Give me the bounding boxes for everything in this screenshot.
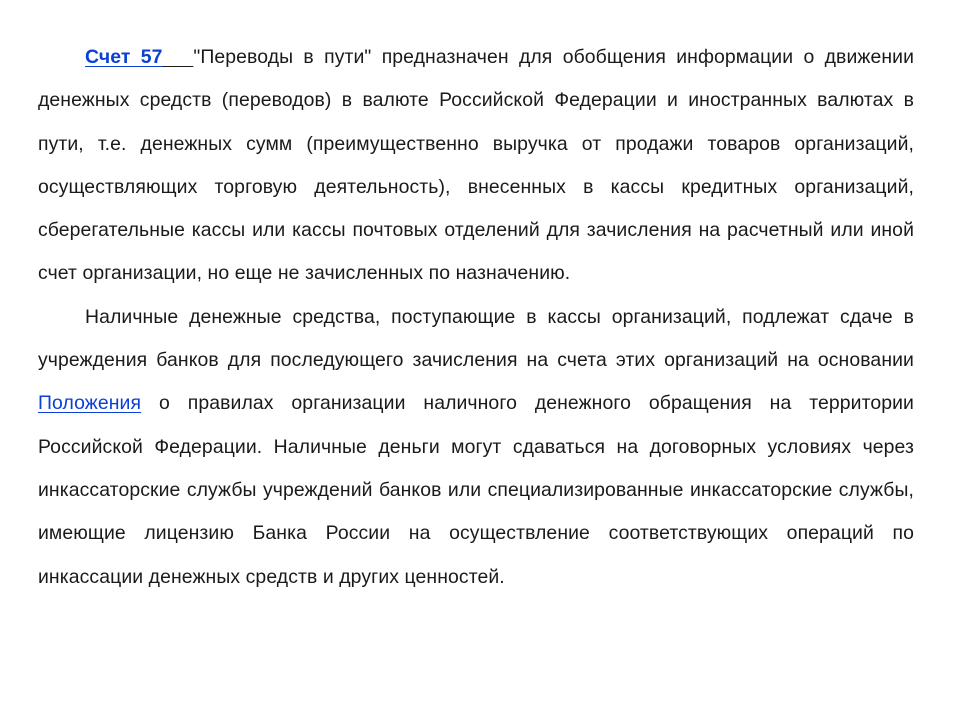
- paragraph-2-text-after: о правилах организации наличного денежного обращения на территории Российской Федерации. Наличные деньги могут сдаваться на договорных условиях через инкассаторские службы учреждений банков или специализированные инкассаторские службы, имеющие лицензию Банка России на осуществление соответствующих операций по инкассации денежных средств и других ценностей.: [38, 392, 914, 588]
- paragraph-1-text: "Переводы в пути" предназначен для обобщения информации о движении денежных средств (переводов) в валюте Российской Федерации и иностранных валютах в пути, т.е. денежных сумм (преимущественно выручка от продажи товаров организаций, осуществляющих торговую деятельность), внесенных в кассы кредитных организаций, сберегательные кассы или кассы почтовых отделений для зачисления на расчетный или иной счет организации, но еще не зачисленных по назначению.: [38, 46, 915, 285]
- regulation-link[interactable]: Положения: [38, 392, 142, 415]
- underscore-gap: [163, 46, 194, 68]
- slide-content: [38, 36, 914, 599]
- paragraph-2-text-before: Наличные денежные средства, поступающие в кассы организаций, подлежат сдаче в учреждения банков для последующего зачисления на счета этих организаций на основании: [38, 305, 914, 372]
- account-57-link[interactable]: Счет 57: [85, 46, 163, 68]
- paragraph-cash-deposits: [38, 296, 914, 599]
- paragraph-account-57: [38, 36, 914, 296]
